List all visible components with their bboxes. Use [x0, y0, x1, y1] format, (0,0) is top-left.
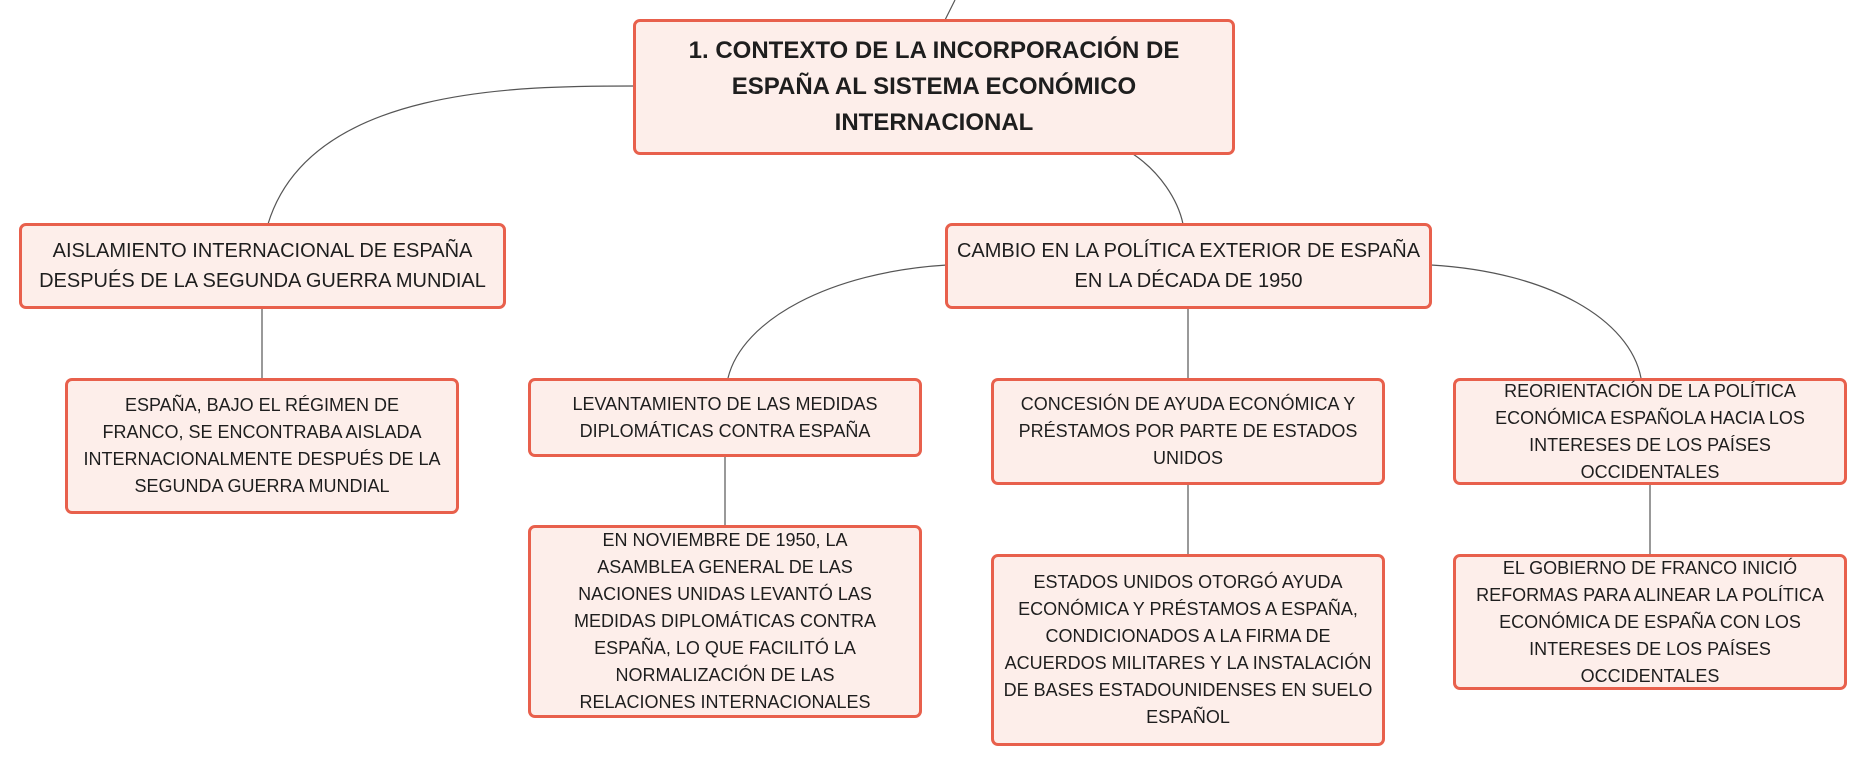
isolation-detail-label: ESPAÑA, BAJO EL RÉGIMEN DE FRANCO, SE ENCONTRABA AISLADA INTERNACIONALMENTE DESPUÉS DE LA SEGUNDA GUERRA MUNDIAL: [83, 395, 441, 496]
policy-change-node-label: CAMBIO EN LA POLÍTICA EXTERIOR DE ESPAÑA EN LA DÉCADA DE 1950: [956, 240, 1421, 292]
policy-change-node[interactable]: [945, 223, 1432, 309]
isolation-node-label: AISLAMIENTO INTERNACIONAL DE ESPAÑA DESPUÉS DE LA SEGUNDA GUERRA MUNDIAL: [39, 240, 486, 292]
connector-root-isolation: [268, 86, 635, 224]
connector-policy-reorientation: [1431, 265, 1641, 378]
isolation-detail-node[interactable]: [65, 378, 459, 514]
connector-policy-diplomatic: [728, 265, 947, 378]
diplomatic-detail-label: EN NOVIEMBRE DE 1950, LA ASAMBLEA GENERAL DE LAS NACIONES UNIDAS LEVANTÓ LAS MEDIDAS DIPLOMÁTICAS CONTRA ESPAÑA, LO QUE FACILITÓ LA NORMALIZACIÓN DE LAS RELACIONES INTERNACIONALES: [573, 530, 877, 712]
connector-root-policy-change: [1133, 154, 1183, 224]
diplomatic-node-label: LEVANTAMIENTO DE LAS MEDIDAS DIPLOMÁTICAS CONTRA ESPAÑA: [572, 393, 878, 441]
reorientation-node-label: REORIENTACIÓN DE LA POLÍTICA ECONÓMICA ESPAÑOLA HACIA LOS INTERESES DE LOS PAÍSES OCCIDENTALES: [1495, 380, 1805, 482]
reorientation-detail-node[interactable]: [1453, 554, 1847, 690]
aid-node-label: CONCESIÓN DE AYUDA ECONÓMICA Y PRÉSTAMOS POR PARTE DE ESTADOS UNIDOS: [1018, 394, 1358, 468]
connector-root-parent: [945, 0, 955, 20]
root-node-label: 1. CONTEXTO DE LA INCORPORACIÓN DE ESPAÑA AL SISTEMA ECONÓMICO INTERNACIONAL: [688, 37, 1180, 136]
aid-detail-node[interactable]: [991, 554, 1385, 746]
diplomatic-detail-node[interactable]: [528, 525, 922, 718]
reorientation-node[interactable]: [1453, 378, 1847, 485]
aid-node[interactable]: [991, 378, 1385, 485]
diplomatic-node[interactable]: [528, 378, 922, 457]
aid-detail-label: ESTADOS UNIDOS OTORGÓ AYUDA ECONÓMICA Y PRÉSTAMOS A ESPAÑA, CONDICIONADOS A LA FIRMA DE ACUERDOS MILITARES Y LA INSTALACIÓN DE BASES ESTADOUNIDENSES EN SUELO ESPAÑOL: [1003, 572, 1373, 727]
root-node[interactable]: [633, 19, 1235, 155]
reorientation-detail-label: EL GOBIERNO DE FRANCO INICIÓ REFORMAS PARA ALINEAR LA POLÍTICA ECONÓMICA DE ESPAÑA CON LOS INTERESES DE LOS PAÍSES OCCIDENTALES: [1476, 557, 1824, 686]
isolation-node[interactable]: [19, 223, 506, 309]
